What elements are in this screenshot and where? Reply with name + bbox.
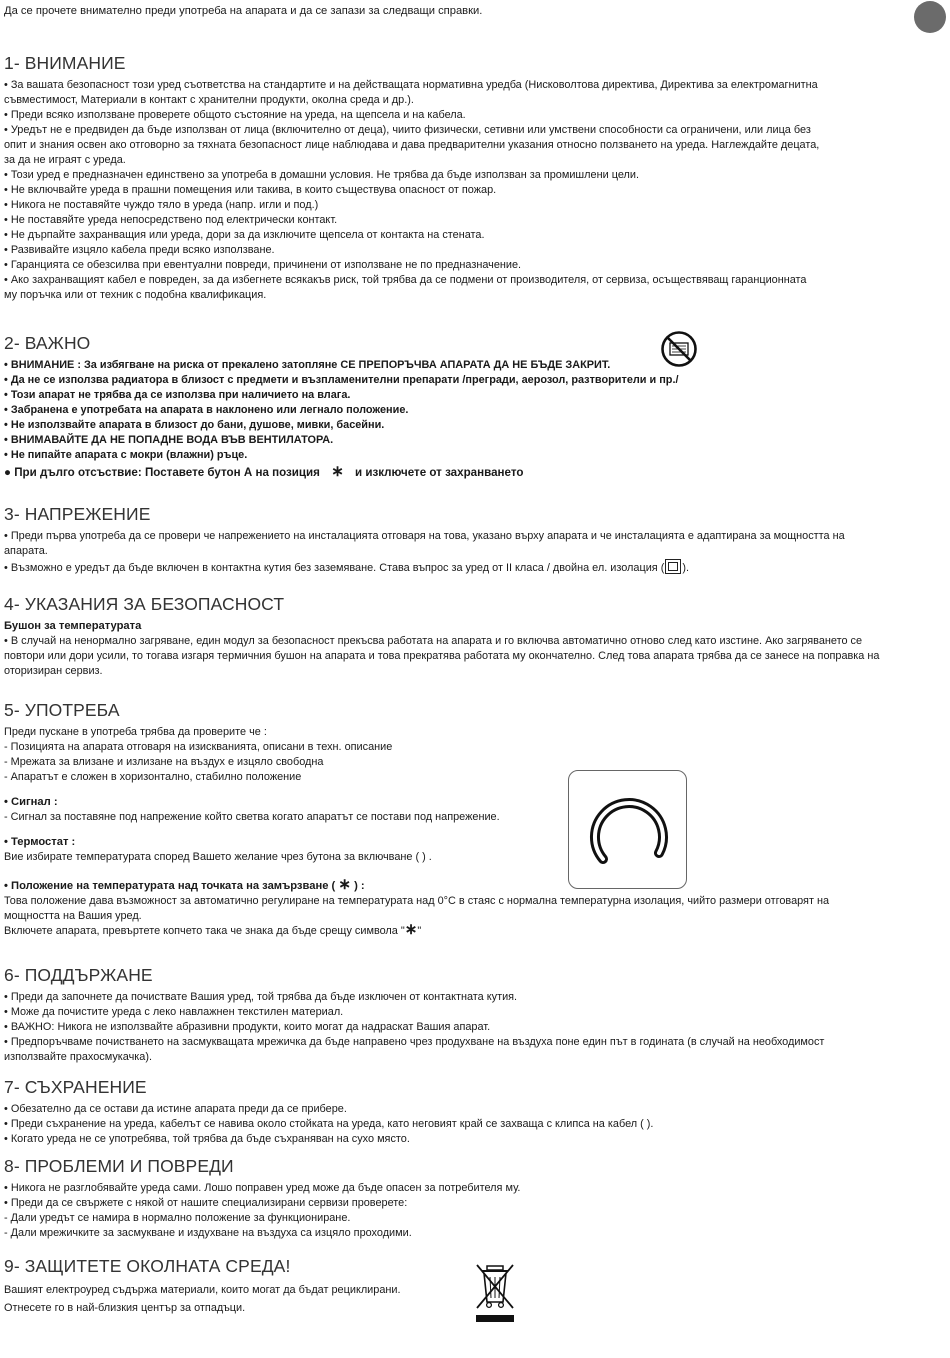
text-line: - Дали уредът се намира в нормално положение за функциониране. <box>4 1212 351 1224</box>
text-line: • Когато уреда не се употребява, той трябва да бъде съхраняван на сухо място. <box>4 1133 410 1145</box>
knob-ring-icon <box>569 771 686 888</box>
text-line <box>4 921 938 939</box>
text-line: • Ако захранващият кабел е повреден, за да избегнете всякакъв риск, той трябва да се подмени от производителя, от сервиза, осъществяващ гаранционната <box>4 274 807 286</box>
signal-title: • Сигнал : <box>4 796 58 808</box>
text-fragment: ● При дълго отсъствие: Поставете бутон А на позиция <box>4 466 320 479</box>
text-line: • За вашата безопасност този уред съответства на стандартите и на действащата нормативна уредба (Нисковолтова директива, Директива за електромагнитна <box>4 79 818 91</box>
text-fragment: и изключете от захранването <box>355 466 524 479</box>
text-line: повтори или дори усили, то тогава изгаря термичния бушон на апарата и това прекратява работата му окончателно. След това апарата трябва да се занесе на поправка на <box>4 650 880 662</box>
intro-text: Да се прочете внимателно преди употреба на апарата и да се запази за следващи справки. <box>4 5 483 17</box>
text-line: • Не пипайте апарата с мокри (влажни) ръце. <box>4 449 248 461</box>
text-line: • Може да почистите уреда с леко навлажнен текстилен материал. <box>4 1006 344 1018</box>
text-line: • Никога не разглобявайте уреда сами. Лошо поправен уред може да бъде опасен за потребителя му. <box>4 1182 521 1194</box>
text-line: • Предпоръчваме почистването на засмукващата мрежичка да бъде направено чрез продухване на въздуха поне един път в годината (в случай на необходимост <box>4 1036 825 1048</box>
text-line: • В случай на ненормално загряване, един модул за безопасност прекъсва работата на апарата и го включва автоматично отново след като изстине. Ако загряването се <box>4 635 863 647</box>
text-line: • ВНИМАНИЕ : За избягване на риска от прекалено затопляне СЕ ПРЕПОРЪЧВА АПАРАТА ДА НЕ БЪДЕ ЗАКРИТ. <box>4 359 611 371</box>
text-fragment: Включете апарата, превъртете копчето така че знака да бъде срещу символа " <box>4 925 405 937</box>
text-line: • Преди всяко използване проверете общото състояние на уреда, на щепсела и на кабела. <box>4 109 466 121</box>
text-line: • Уредът не е предвиден да бъде използван от лица (включително от деца), чиито физически, сетивни или умствени способности са ограничени, или лица без <box>4 124 811 136</box>
section-voltage <box>4 504 938 576</box>
section-title: 1- ВНИМАНИЕ <box>4 53 126 73</box>
text-line: Преди пускане в употреба трябва да проверите че : <box>4 726 267 738</box>
text-line: Това положение дава възможност за автоматично регулиране на температурата над 0°С в стаяс с нормална температурна изолация, чийто размери отговарят на <box>4 895 830 907</box>
section-warning <box>4 53 938 303</box>
text-line: - Сигнал за поставяне под напрежение който светва когато апаратът се постави под напрежение. <box>4 811 500 823</box>
frost-star-icon: ∗ <box>338 876 351 893</box>
text-line: Вашият електроуред съдържа материали, които могат да бъдат рециклирани. <box>4 1284 401 1296</box>
text-line: - Апаратът е сложен в хоризонтално, стабилно положение <box>4 771 302 783</box>
text-line: • Не поставяйте уреда непосредствено под електрически контакт. <box>4 214 338 226</box>
section-subtitle: Бушон за температурата <box>4 620 142 632</box>
text-line: мощността на Вашия уред. <box>4 910 142 922</box>
section-environment <box>4 1256 938 1317</box>
thermostat-knob-illustration <box>568 770 687 889</box>
text-line: • Гаранцията се обезсилва при евентуални повреди, причинени от използване не по предназначение. <box>4 259 522 271</box>
text-line: • Преди да започнете да почиствате Вашия уред, той трябва да бъде изключен от контактната кутия. <box>4 991 518 1003</box>
frost-title <box>4 876 938 894</box>
section-title: 6- ПОДДЪРЖАНЕ <box>4 965 153 985</box>
text-line: Отнесете го в най-близкия център за отпадъци. <box>4 1302 246 1314</box>
thermostat-title: • Термостат : <box>4 836 76 848</box>
text-line: • Не използвайте апарата в близост до бани, душове, мивки, басейни. <box>4 419 385 431</box>
section-storage <box>4 1077 938 1147</box>
section-title: 3- НАПРЕЖЕНИЕ <box>4 504 151 524</box>
text-line: • Преди първа употреба да се провери че напрежението на инсталацията отговаря на това, указано върху апарата и че инсталацията е адаптирана за мощността на <box>4 530 845 542</box>
section-important <box>4 333 938 480</box>
section-maintenance <box>4 965 938 1065</box>
text-line: • ВНИМАВАЙТЕ ДА НЕ ПОПАДНЕ ВОДА ВЪВ ВЕНТИЛАТОРА. <box>4 434 334 446</box>
text-line: му поръчка или от техник с подобна квалификация. <box>4 289 267 301</box>
text-line: • Никога не поставяйте чуждо тяло в уреда (напр. игли и под.) <box>4 199 319 211</box>
section-title: 4- УКАЗАНИЯ ЗА БЕЗОПАСНОСТ <box>4 594 285 614</box>
section-title: 9- ЗАЩИТЕТЕ ОКОЛНАТА СРЕДА! <box>4 1256 291 1276</box>
text-line: оторизиран сервиз. <box>4 665 103 677</box>
text-line: • Обезателно да се остави да истине апарата преди да се прибере. <box>4 1103 347 1115</box>
text-line: • Развивайте изцяло кабела преди всяко използване. <box>4 244 275 256</box>
text-line: • Не включвайте уреда в прашни помещения или такива, в които съществува опасност от пожар. <box>4 184 497 196</box>
double-insulation-icon <box>665 559 681 574</box>
text-line: • Този апарат не трябва да се използва при наличието на влага. <box>4 389 351 401</box>
text-line: - Позицията на апарата отговаря на изискванията, описани в техн. описание <box>4 741 393 753</box>
section-safety <box>4 594 938 679</box>
section-usage <box>4 700 938 939</box>
text-line: - Мрежата за влизане и излизане на въздух е изцяло свободна <box>4 756 324 768</box>
text-line <box>4 559 938 576</box>
text-line: • Забранена е употребата на апарата в наклонено или легнало положение. <box>4 404 409 416</box>
text-line: • Да не се използва радиатора в близост с предмети и възпламенителни препарати /прегради, аерозол, разтворители и пр./ <box>4 374 679 386</box>
text-line: • ВАЖНО: Никога не използвайте абразивни продукти, които могат да надраскат Вашия апарат. <box>4 1021 491 1033</box>
text-line: • Не дърпайте захранващия или уреда, дори за да изключите щепсела от контакта на стената. <box>4 229 485 241</box>
frost-star-icon: ∗ <box>331 463 344 480</box>
page-marker-dot <box>914 1 946 33</box>
text-line: за да не играят с уреда. <box>4 154 126 166</box>
text-fragment: ) : <box>354 880 365 892</box>
section-problems <box>4 1156 938 1241</box>
text-line: апарата. <box>4 545 48 557</box>
do-not-cover-icon <box>660 330 698 368</box>
text-fragment: ). <box>682 562 689 574</box>
text-line: - Дали мрежичките за засмукване и издухване на въздуха са изцяло проходими. <box>4 1227 412 1239</box>
text-fragment: • Положение на температурата над точката на замързване ( <box>4 880 336 892</box>
text-line: • Преди да се свържете с някой от нашите специализирани сервизи проверете: <box>4 1197 408 1209</box>
crossed-bin-icon <box>474 1262 516 1324</box>
text-line: съвместимост, Материали в контакт с хранителни продукти, околна среда и др.). <box>4 94 414 106</box>
text-line: използвайте прахосмукачка). <box>4 1051 152 1063</box>
text-line: опит и знания освен ако отговорно за тяхната безопасност лице наблюдава и дава предварителни указания относно ползването на уреда. Наглеждайте децата, <box>4 139 820 151</box>
text-line: • Преди съхранение на уреда, кабелът се навива около стойката на уреда, като неговият край се захваща с клипса на кабел ( ). <box>4 1118 654 1130</box>
frost-star-icon: ∗ <box>404 921 418 938</box>
text-fragment: " <box>417 925 422 937</box>
section-title: 7- СЪХРАНЕНИЕ <box>4 1077 147 1097</box>
section-title: 2- ВАЖНО <box>4 333 91 353</box>
long-absence-line <box>4 465 938 480</box>
text-line: Вие избирате температурата според Вашето желание чрез бутона за включване ( ) . <box>4 851 432 863</box>
text-line: • Този уред е предназначен единствено за употреба в домашни условия. Не трябва да бъде използван за промишлени цели. <box>4 169 639 181</box>
text-fragment: • Възможно е уредът да бъде включен в контактна кутия без заземяване. Става въпрос за уред от II класа / двойна ел. изолация ( <box>4 562 665 574</box>
section-title: 8- ПРОБЛЕМИ И ПОВРЕДИ <box>4 1156 234 1176</box>
section-title: 5- УПОТРЕБА <box>4 700 120 720</box>
